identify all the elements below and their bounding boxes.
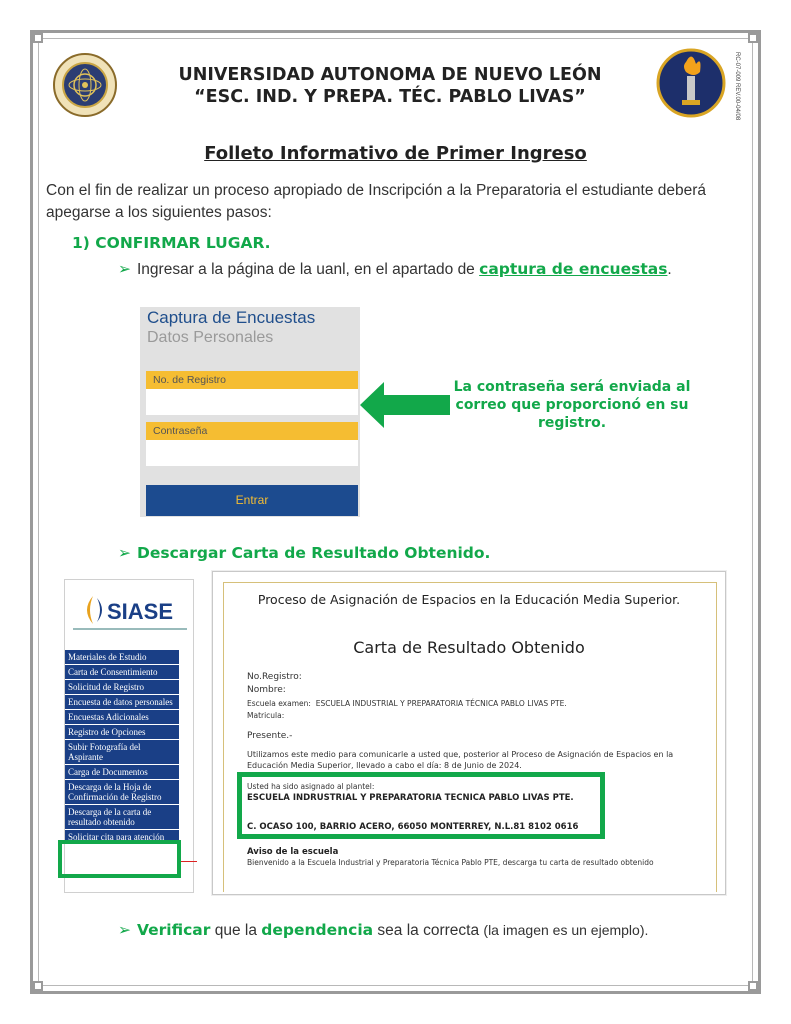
carta-plantel: ESCUELA INDRUSTRIAL Y PREPARATORIA TECNICA PABLO LIVAS PTE. bbox=[247, 793, 574, 803]
siase-logo-text: SIASE bbox=[107, 599, 174, 624]
example-note: (la imagen es un ejemplo). bbox=[483, 922, 649, 938]
siase-logo bbox=[79, 590, 189, 630]
carta-resultado-screenshot bbox=[212, 571, 726, 895]
arrow-bullet-icon: ➢ bbox=[118, 545, 131, 562]
bullet-text-end: . bbox=[667, 261, 672, 278]
carta-no-registro: No.Registro: bbox=[247, 672, 302, 682]
login-title: Captura de Encuestas bbox=[147, 308, 316, 327]
bullet-ingresar bbox=[118, 260, 672, 279]
siase-menu bbox=[65, 650, 179, 845]
carta-aviso: Aviso de la escuela bbox=[247, 847, 339, 857]
carta-escuela-row bbox=[247, 699, 567, 708]
frame-corner bbox=[748, 33, 758, 43]
prepa-torch-logo bbox=[656, 48, 726, 118]
form-code-text: RC-07-009 REV.00-04/08 bbox=[734, 52, 740, 121]
carta-title: Carta de Resultado Obtenido bbox=[353, 638, 585, 657]
step-1-heading: 1) CONFIRMAR LUGAR. bbox=[72, 234, 271, 252]
uanl-seal-logo bbox=[52, 52, 118, 118]
highlight-descarga-carta bbox=[58, 840, 181, 878]
entrar-button[interactable]: Entrar bbox=[146, 485, 358, 516]
arrow-bullet-icon: ➢ bbox=[118, 261, 131, 278]
intro-paragraph: Con el fin de realizar un proceso apropiado de Inscripción a la Preparatoria el estudiante deberá apegarse a los siguientes pasos: bbox=[46, 182, 707, 221]
menu-consentimiento[interactable]: Carta de Consentimiento bbox=[65, 665, 179, 680]
left-arrow-icon bbox=[360, 382, 450, 428]
password-note: La contraseña será enviada al correo que proporcionó en su registro. bbox=[453, 379, 691, 431]
bullet-text: sea la correcta bbox=[373, 922, 484, 939]
red-marker-line bbox=[181, 861, 197, 862]
arrow-bullet-icon: ➢ bbox=[118, 922, 131, 939]
menu-materiales[interactable]: Materiales de Estudio bbox=[65, 650, 179, 665]
carta-border bbox=[223, 582, 717, 892]
registro-label: No. de Registro bbox=[146, 371, 358, 389]
menu-encuestas-adicionales[interactable]: Encuestas Adicionales bbox=[65, 710, 179, 725]
carta-process: Proceso de Asignación de Espacios en la Educación Media Superior. bbox=[257, 592, 681, 607]
institution-line-2: “ESC. IND. Y PREPA. TÉC. PABLO LIVAS” bbox=[194, 87, 586, 107]
bullet-text: que la bbox=[210, 922, 262, 939]
carta-escuela-label: Escuela examen: bbox=[247, 699, 311, 708]
carta-matricula: Matricula: bbox=[247, 711, 285, 720]
menu-solicitar-cita[interactable]: Solicitar cita para atención bbox=[65, 830, 179, 845]
menu-carga-documentos[interactable]: Carga de Documentos bbox=[65, 765, 179, 780]
menu-descarga-carta[interactable]: Descarga de la carta de resultado obtenido bbox=[65, 805, 179, 830]
form-code bbox=[728, 52, 742, 121]
frame-corner bbox=[33, 33, 43, 43]
menu-registro-opciones[interactable]: Registro de Opciones bbox=[65, 725, 179, 740]
dependencia-text: dependencia bbox=[261, 921, 374, 939]
registro-input[interactable] bbox=[146, 389, 358, 415]
bullet-descargar bbox=[118, 544, 490, 563]
menu-subir-fotografia[interactable]: Subir Fotografía del Aspirante bbox=[65, 740, 179, 765]
carta-nombre: Nombre: bbox=[247, 685, 286, 695]
frame-corner bbox=[748, 981, 758, 991]
carta-paragraph: Utilizamos este medio para comunicarle a usted que, posterior al Proceso de Asignación de Espacios en la Educación Media Superior, llevado a cabo el día: 8 de Junio de 2024. bbox=[247, 750, 674, 770]
verificar-text: Verificar bbox=[137, 921, 211, 939]
carta-escuela-value: ESCUELA INDUSTRIAL Y PREPARATORIA TÉCNICA PABLO LIVAS PTE. bbox=[315, 699, 567, 708]
captura-encuestas-link[interactable]: captura de encuestas bbox=[479, 260, 668, 278]
menu-hoja-confirmacion[interactable]: Descarga de la Hoja de Confirmación de Registro bbox=[65, 780, 179, 805]
menu-encuesta-datos[interactable]: Encuesta de datos personales bbox=[65, 695, 179, 710]
bullet-verificar bbox=[118, 921, 648, 940]
bullet-text: Ingresar a la página de la uanl, en el apartado de bbox=[137, 261, 480, 278]
password-label: Contraseña bbox=[146, 422, 358, 440]
institution-title bbox=[130, 64, 650, 108]
page-title: Folleto Informativo de Primer Ingreso bbox=[204, 143, 587, 164]
menu-solicitud-registro[interactable]: Solicitud de Registro bbox=[65, 680, 179, 695]
frame-corner bbox=[33, 981, 43, 991]
siase-tagline-bar bbox=[73, 628, 187, 630]
carta-direccion: C. OCASO 100, BARRIO ACERO, 66050 MONTERREY, N.L.81 8102 0616 bbox=[247, 822, 579, 832]
login-form-screenshot bbox=[140, 307, 360, 517]
descargar-carta-text: Descargar Carta de Resultado Obtenido. bbox=[137, 544, 491, 562]
carta-bienvenida: Bienvenido a la Escuela Industrial y Preparatoria Técnica Pablo PTE, descarga tu carta de resultado obtenido bbox=[247, 858, 654, 867]
carta-asignado: Usted ha sido asignado al plantel: bbox=[247, 782, 375, 791]
login-subtitle: Datos Personales bbox=[147, 329, 274, 346]
carta-presente: Presente.- bbox=[247, 731, 293, 741]
password-input[interactable] bbox=[146, 440, 358, 466]
institution-line-1: UNIVERSIDAD AUTONOMA DE NUEVO LEÓN bbox=[178, 65, 602, 85]
